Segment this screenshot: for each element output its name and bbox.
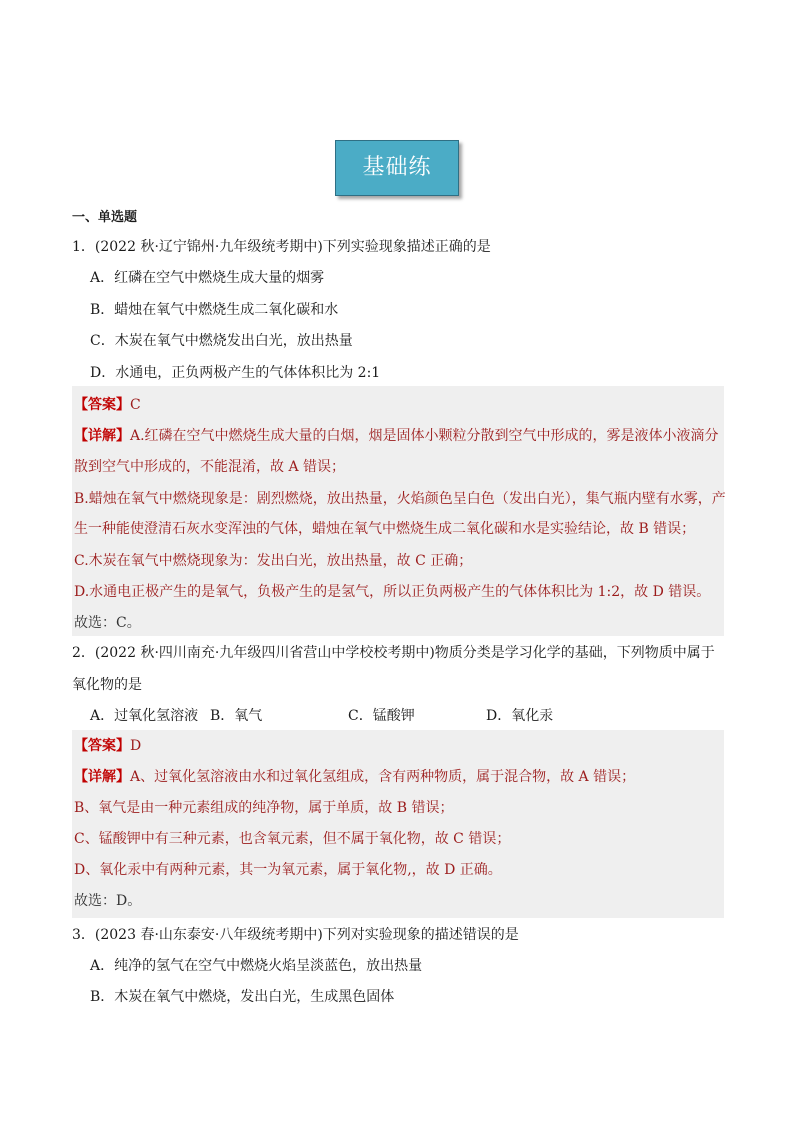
question-2-stem-line-1: 2．(2022 秋·四川南充·九年级四川省营山中学校校考期中)物质分类是学习化学的基础，下列物质中属于: [72, 645, 715, 661]
question-2-detail-line: [74, 768, 635, 786]
question-1-detail-line: 散到空气中形成的，不能混淆，故 A 错误；: [74, 459, 346, 475]
question-2-choice: 故选：D。: [74, 893, 142, 909]
question-1-detail-line: 生一种能使澄清石灰水变浑浊的气体，蜡烛在氧气中燃烧生成二氧化碳和水是实验结论，故 B 错误；: [74, 521, 696, 537]
answer-value: C: [130, 397, 141, 413]
detail-text: A.红磷在空气中燃烧生成大量的白烟，烟是固体小颗粒分散到空气中形成的，雾是液体小液滴分: [130, 428, 719, 444]
detail-tag: 【详解】: [74, 769, 130, 785]
question-1-detail-line: B.蜡烛在氧气中燃烧现象是：剧烈燃烧，放出热量，火焰颜色呈白色（发出白光），集气瓶内壁有水雾，产: [74, 491, 726, 507]
question-2-detail-line: C、锰酸钾中有三种元素，也含氧元素，但不属于氧化物，故 C 错误；: [74, 831, 511, 847]
question-1-option-a: A．红磷在空气中燃烧生成大量的烟雾: [90, 270, 325, 286]
question-2-stem-line-2: 氧化物的是: [72, 677, 142, 693]
question-2-answer-block: [72, 730, 724, 918]
question-2-option-a: A．过氧化氢溶液: [90, 708, 199, 724]
question-2-option-c: C．锰酸钾: [348, 708, 415, 724]
question-2-detail-line: D、氧化汞中有两种元素，其一为氧元素，属于氧化物,，故 D 正确。: [74, 862, 502, 878]
question-2-detail-line: B、氧气是由一种元素组成的纯净物，属于单质，故 B 错误；: [74, 800, 454, 816]
question-1-option-b: B．蜡烛在氧气中燃烧生成二氧化碳和水: [90, 302, 339, 318]
question-3-stem: 3．(2023 春·山东泰安·八年级统考期中)下列对实验现象的描述错误的是: [72, 927, 519, 943]
question-1-stem: 1．(2022 秋·辽宁锦州·九年级统考期中)下列实验现象描述正确的是: [72, 239, 491, 255]
question-1-detail-line: C.木炭在氧气中燃烧现象为：发出白光，放出热量，故 C 正确；: [74, 553, 473, 569]
section-heading: 一、单选题: [72, 210, 138, 225]
question-3-option-b: B．木炭在氧气中燃烧，发出白光，生成黑色固体: [90, 989, 395, 1005]
detail-tag: 【详解】: [74, 428, 130, 444]
answer-tag: 【答案】: [74, 397, 130, 413]
page-title: 基础练: [335, 140, 459, 196]
question-1-detail-line: [74, 427, 719, 445]
question-2-answer: [74, 737, 141, 755]
answer-value: D: [130, 738, 142, 754]
question-1-option-c: C．木炭在氧气中燃烧发出白光，放出热量: [90, 333, 353, 349]
detail-text: A、过氧化氢溶液由水和过氧化氢组成，含有两种物质，属于混合物，故 A 错误；: [130, 769, 636, 785]
question-1-detail-line: D.水通电正极产生的是氧气，负极产生的是氢气，所以正负两极产生的气体体积比为 1:2，故 D 错误。: [74, 584, 711, 600]
question-2-option-d: D．氧化汞: [486, 708, 554, 724]
question-2-option-b: B．氧气: [210, 708, 263, 724]
answer-tag: 【答案】: [74, 738, 130, 754]
question-1-option-d: D．水通电，正负两极产生的气体体积比为 2:1: [90, 365, 381, 381]
question-1-answer: [74, 396, 141, 414]
question-1-choice: 故选：C。: [74, 615, 141, 631]
question-1-answer-block: [72, 386, 724, 636]
question-3-option-a: A．纯净的氢气在空气中燃烧火焰呈淡蓝色，放出热量: [90, 958, 423, 974]
